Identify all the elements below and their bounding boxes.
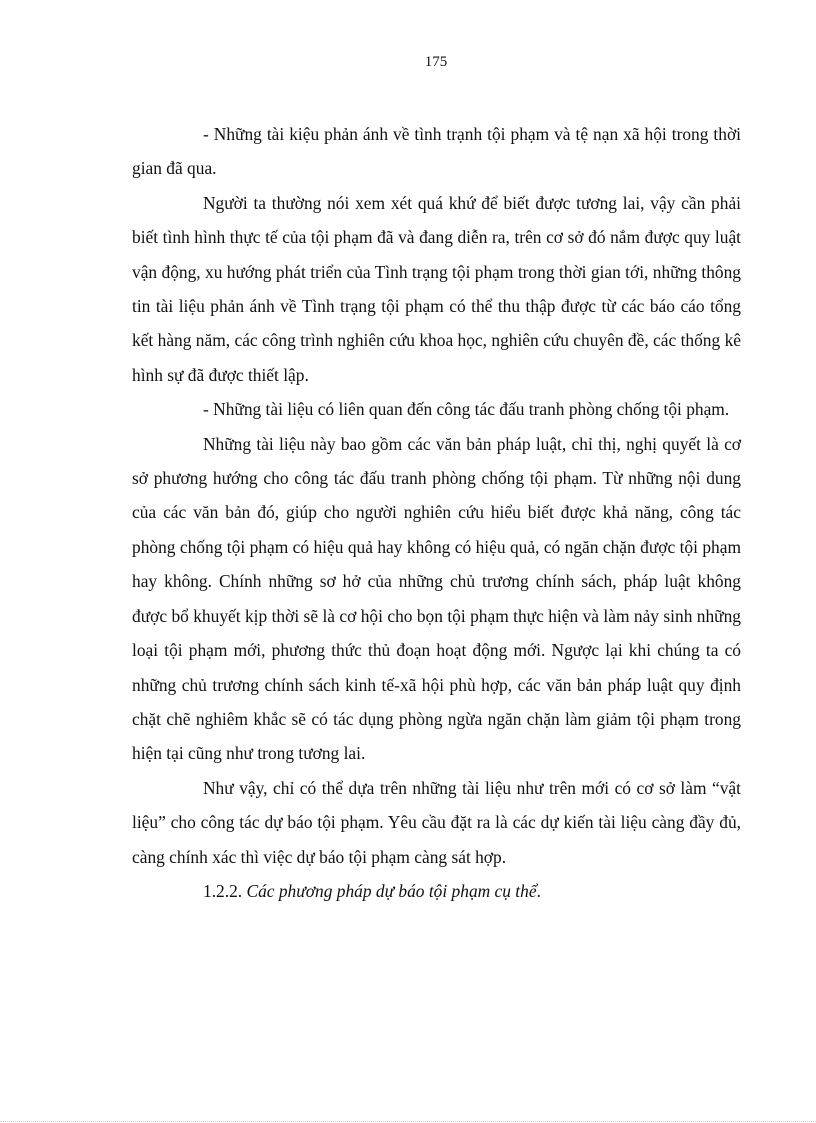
bottom-rule xyxy=(0,1121,816,1122)
paragraph-2: Người ta thường nói xem xét quá khứ để biết được tương lai, vậy cần phải biết tình hình thực tế của tội phạm đã và đang diễn ra, trên cơ sở đó nắm được quy luật vận động, xu hướng phát triển của Tình trạng tội phạm trong thời gian tới, những thông tin tài liệu phản ánh về Tình trạng tội phạm có thể thu thập được từ các báo cáo tổng kết hàng năm, các công trình nghiên cứu khoa học, nghiên cứu chuyên đề, các thống kê hình sự đã được thiết lập. xyxy=(132,192,741,385)
section-trailing: . xyxy=(536,880,541,901)
page-number: 175 xyxy=(424,54,448,70)
paragraph-1: - Những tài kiệu phản ánh về tình trạnh tội phạm và tệ nạn xã hội trong thời gian đã qua. xyxy=(132,124,741,179)
section-title: Các phương pháp dự báo tội phạm cụ thể xyxy=(246,880,537,901)
body-text xyxy=(132,117,741,908)
paragraph-5: Như vậy, chỉ có thể dựa trên những tài liệu như trên mới có cơ sở làm “vật liệu” cho công tác dự báo tội phạm. Yêu cầu đặt ra là các dự kiến tài liệu càng đầy đủ, càng chính xác thì việc dự báo tội phạm càng sát hợp. xyxy=(132,777,741,867)
section-number: 1.2.2. xyxy=(203,880,243,901)
paragraph-3: - Những tài liệu có liên quan đến công tác đấu tranh phòng chống tội phạm. xyxy=(203,399,730,420)
paragraph-4: Những tài liệu này bao gồm các văn bản pháp luật, chỉ thị, nghị quyết là cơ sở phương hướng cho công tác đấu tranh phòng chống tội phạm. Từ những nội dung của các văn bản đó, giúp cho người nghiên cứu hiểu biết được khả năng, công tác phòng chống tội phạm có hiệu quả hay không có hiệu quả, có ngăn chặn được tội phạm hay không. Chính những sơ hở của những chủ trương chính sách, pháp luật không được bổ khuyết kịp thời sẽ là cơ hội cho bọn tội phạm thực hiện và làm nảy sinh những loại tội phạm mới, phương thức thủ đoạn hoạt động mới. Ngược lại khi chúng ta có những chủ trương chính sách kinh tế-xã hội phù hợp, các văn bản pháp luật quy định chặt chẽ nghiêm khắc sẽ có tác dụng phòng ngừa ngăn chặn làm giảm tội phạm trong hiện tại cũng như trong tương lai. xyxy=(132,433,741,764)
section-heading xyxy=(132,874,741,908)
